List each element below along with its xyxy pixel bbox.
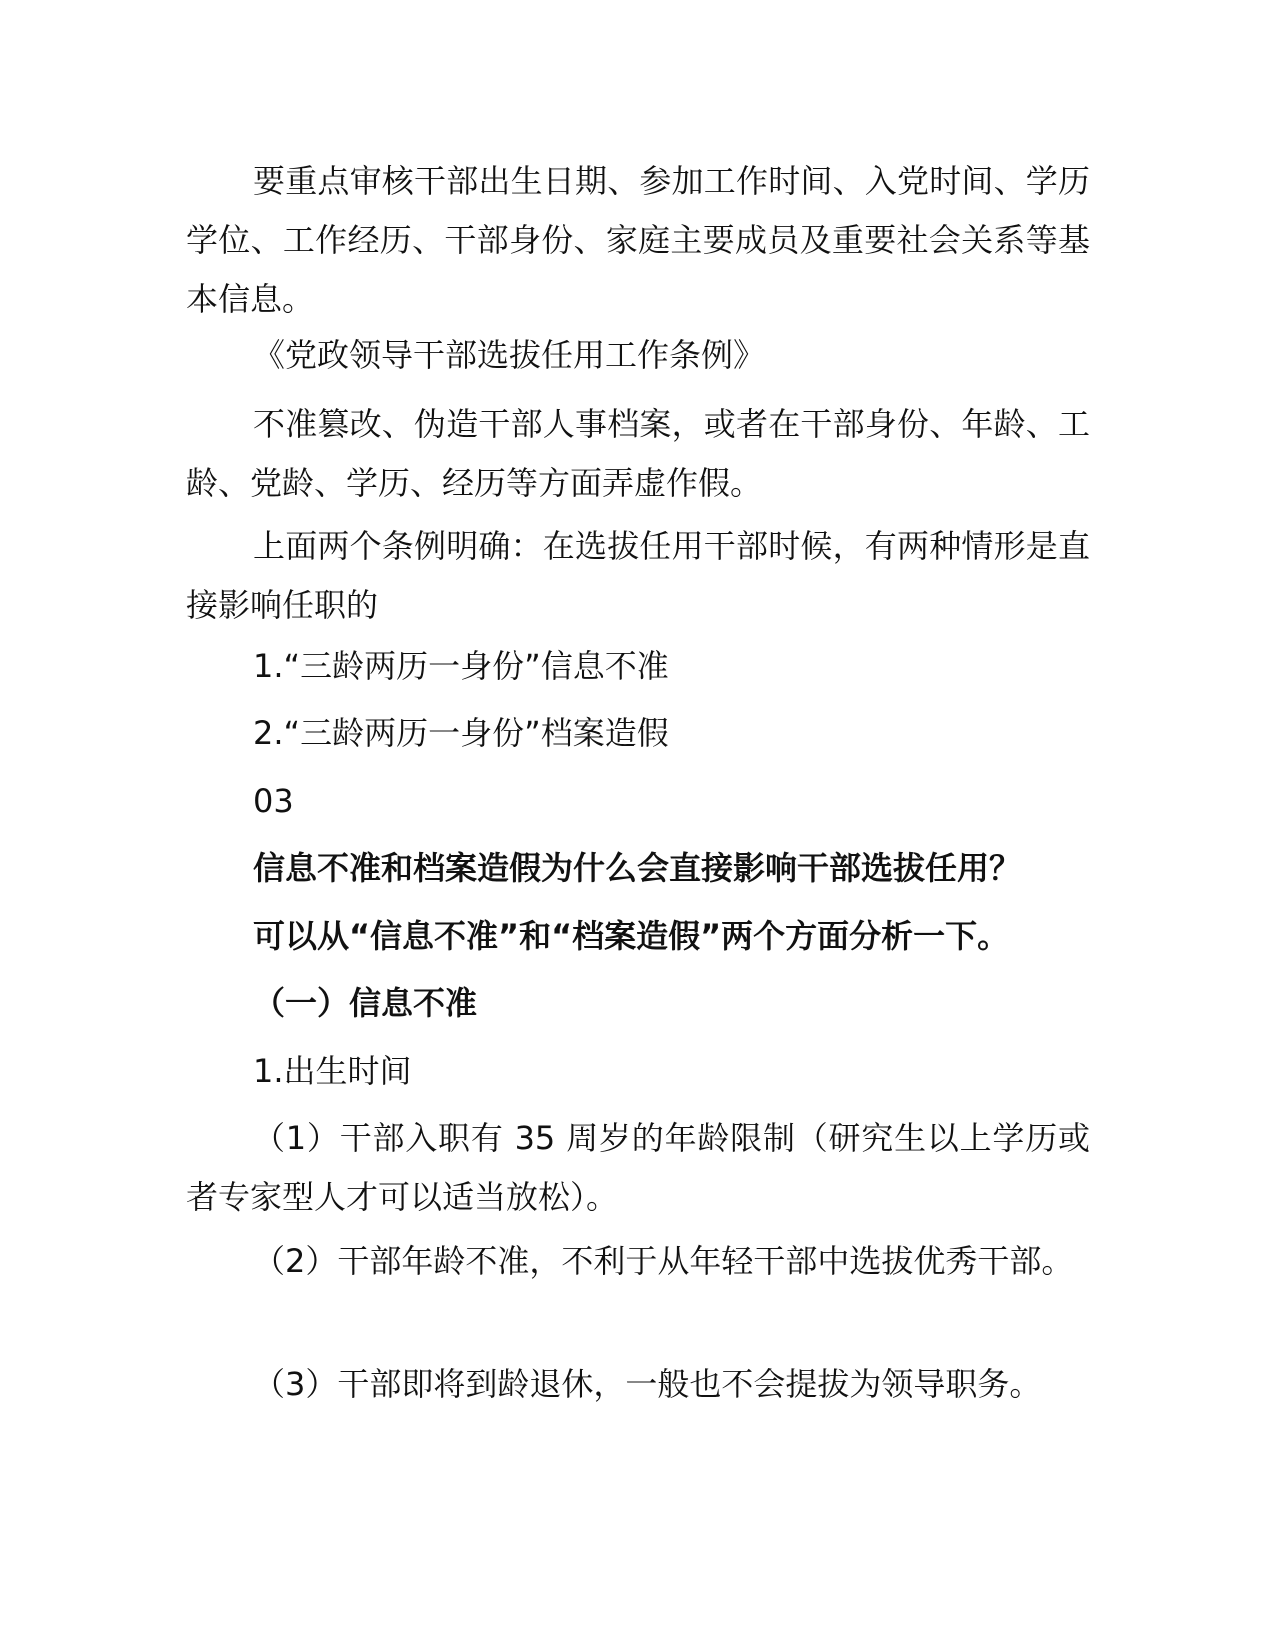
list-item-file-falsified: 2.“三龄两历一身份”档案造假 (253, 714, 669, 752)
paragraph-two-situations: 上面两个条例明确：在选拔任用干部时候，有两种情形是直接影响任职的 (186, 527, 1090, 624)
section-question: 信息不准和档案造假为什么会直接影响干部选拔任用？ (253, 849, 1022, 887)
paragraph-regulation-title: 《党政领导干部选拔任用工作条例》 (253, 336, 766, 374)
item-birth-date: 1.出生时间 (253, 1052, 412, 1090)
point-age-limit: （1）干部入职有 35 周岁的年龄限制（研究生以上学历或者专家型人才可以适当放松）。 (186, 1119, 1090, 1216)
subsection-heading: （一）信息不准 (253, 984, 478, 1022)
section-intro: 可以从“信息不准”和“档案造假”两个方面分析一下。 (253, 917, 1010, 955)
paragraph-audit-info: 要重点审核干部出生日期、参加工作时间、入党时间、学历学位、工作经历、干部身份、家庭主要成员及重要社会关系等基本信息。 (186, 162, 1090, 318)
list-item-info-inaccurate: 1.“三龄两历一身份”信息不准 (253, 647, 669, 685)
section-number: 03 (253, 782, 294, 820)
point-young-cadres: （2）干部年龄不准，不利于从年轻干部中选拔优秀干部。 (253, 1242, 1074, 1280)
point-retirement: （3）干部即将到龄退休，一般也不会提拔为领导职务。 (253, 1365, 1042, 1403)
paragraph-no-falsify: 不准篡改、伪造干部人事档案，或者在干部身份、年龄、工龄、党龄、学历、经历等方面弄虚作假。 (186, 405, 1090, 502)
